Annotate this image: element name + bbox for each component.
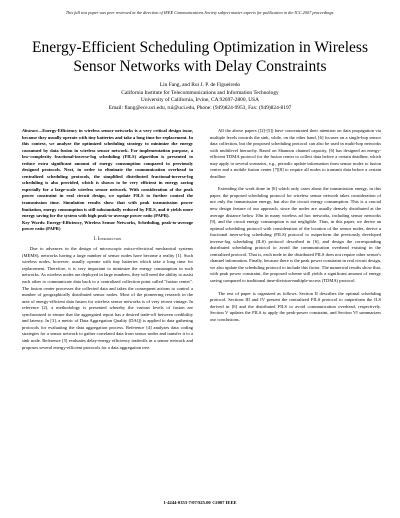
copyright-footer: 1-4244-0353-7/07/$25.00 ©2007 IEEE (163, 500, 237, 505)
paragraph-related-work: All the above papers ([2]-[5]) have concentrated their attention on data propagation via multiple levels towards the sink, while, on the other hand, [6] focuses on a single-hop sensor data collection, but the proposed scheduling protocol can also be used in multi-hop networks with multilevel hierarchy. Based on Shannon channel capacity, [6] has designed an energy-efficient TDMA protocol for the fusion center to collect data before a certain deadline, which may apply to several scenarios, e.g., periodic update information from sensor nodes to fusion center and a mobile fusion center [7][8] to require all nodes to transmit data before a certain deadline. (210, 128, 381, 179)
author-affiliation: California Institute for Telecommunications and Information Technology (121, 89, 279, 96)
keywords: Key Words: Energy-Efficiency, Wireless Sensor Networks, Scheduling, peak-to-average power ratio (PAPR) (22, 219, 193, 232)
proceedings-note: This full text paper was peer reviewed at the direction of IEEE Communications Society subject matter experts for publication in the ICC 2007 proceedings. (65, 10, 335, 15)
author-contact: Email: flang@ece.uci.edu, rui@uci.edu, Phone: (949)824-9953, Fax: (949)824-8197 (108, 104, 292, 111)
paragraph-contribution: Extending the work done in [6] which only cares about the transmission energy, in this paper, the proposed scheduling protocol for wireless sensor network takes consideration of not only the transmission energy, but also the circuit energy consumption. This is a crucial new design feature of our approach, since the nodes are usually densely distributed at the average distance below 10m in many wireless ad hoc networks, including sensor networks [9], and the circuit energy consumption is not negligible. Thus, in this paper, we derive an optimal scheduling protocol with consideration of the location of the sensor nodes, derive a fractional inverse-log scheduling (FILS) protocol to outperform the previously developed inverse-log scheduling (ILS) protocol described in [6], and design the corresponding distributed scheduling protocol to avoid the communication overhead existing in the centralized protocol. That is, each node in the distributed FILS does not require other sensor's channel information. Finally, because there is the peak power constraint in real circuit design, we also update the scheduling protocol to include this factor. The numerical results show that, with peak power constraint, the proposed scheme still yields a significant amount of energy saving compared to traditional time-division-multiple-access (TDMA) protocol. (210, 186, 381, 284)
author-names: Lin Fang, and Rui J. P. de Figueiredo (159, 82, 241, 88)
left-column (22, 128, 193, 351)
paper-title: Energy-Efficient Scheduling Optimization in Wireless Sensor Networks with Delay Constraints (32, 39, 368, 75)
abstract-text: Energy-Efficiency in wireless sensor networks is a very critical design issue, because they usually operate with tiny batteries and take a long time for replacement. In this context, we analyze the optimized scheduling strategy to minimize the energy consumed by data fusion in wireless sensor network. For implementation purpose, a low-complexity fractional-inverse-log scheduling (FILS) algorithm is presented to reduce extra significant amount of energy consumption compared to previously designed protocols. Next, in order to eliminate the communication overhead in centralized scheduling protocols, the simplified distributed fractional-inverse-log scheduling is also provided, which is shown to be very efficient in energy saving especially for a large-scale wireless sensor network. With consideration of the peak power constraint in real circuit design, we update FILS to further control the transmission time. Simulation results show that with peak transmission power limitation, energy consumption is still substantially reduced by FILS, and it yields more energy saving for the system with high peak-to-average power ratio (PAPR). (22, 128, 193, 219)
right-column (210, 128, 381, 323)
abstract-label: Abstract— (22, 128, 43, 133)
author-address: University of California, Irvine, CA 92697-2800, USA (140, 97, 260, 104)
intro-paragraph: Due to advances in the design of microscopic micro-electrical mechanical systems (MEMS), networks having a large number of sensor nodes have become a reality [1]. Such wireless nodes, however, usually operate with tiny batteries which take a long time for replacement. Therefore, it is very important to minimize the energy consumption in such networks. As wireless nodes are deployed in large numbers, they will need the ability to assist each other to communicate data back to a centralized collection point called "fusion center". The fusion center processes the collected data and takes the consequent actions to control a number of geographically distributed sensor nodes. Most of the pioneering research in the area of energy-efficient data fusion for wireless sensor networks is of very recent vintage. In reference [2], a methodology is presented whereby the various levels of fusion are synchronized to ensure that the aggregated report has a desired trade-off between credibility and latency. In [3], a metric of Data Aggregation Quality (DAQ) is applied to data gathering protocols for evaluating the data aggregation process. Reference [4] analyzes data coding strategies for a sensor network to gather correlated data from sensor nodes and transfer it to a sink node. Reference [5] evaluates delay-energy efficiency tradeoffs in a sensor network and proposes several energy-efficient protocols for a data aggregation tree. (22, 246, 193, 350)
author-block (20, 82, 380, 112)
section-heading-introduction: I. Introduction (93, 236, 122, 242)
abstract (22, 128, 193, 220)
paragraph-organization: The rest of paper is organized as follows. Section II describes the optimal scheduling protocol. Sections III and IV present the centralized FILS protocol to outperform the ILS derived in [6] and the distributed FILS to avoid communication overhead, respectively. Section V updates the FILS to apply the peak-power constraint, and Section VI summarizes our conclusions. (210, 290, 381, 322)
